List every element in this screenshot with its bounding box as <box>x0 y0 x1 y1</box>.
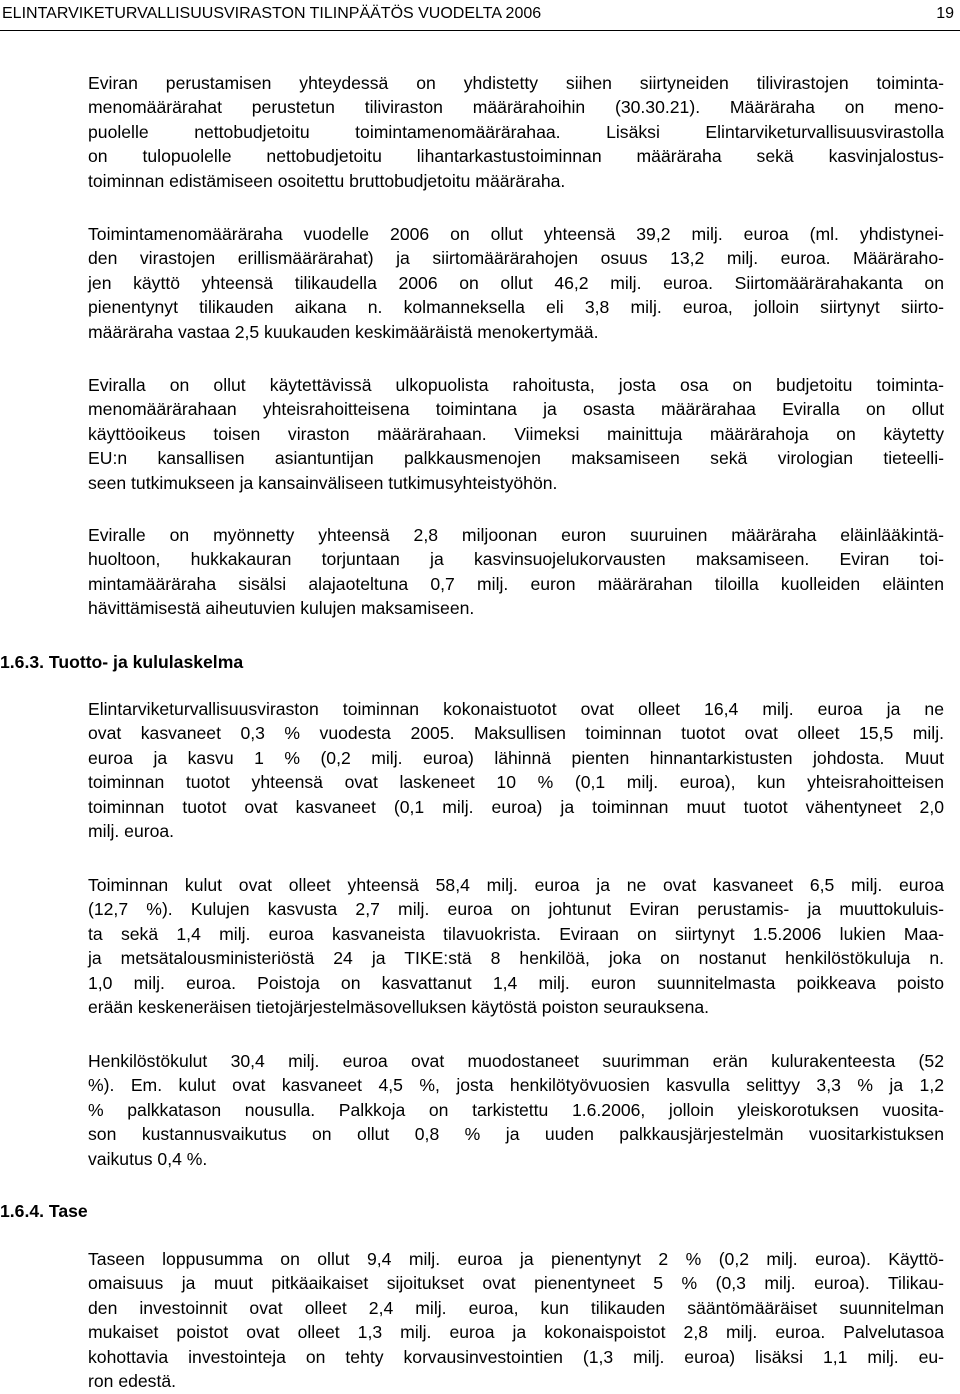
paragraph-operating-costs <box>88 873 944 1019</box>
text-line: vaikutus 0,4 %. <box>88 1148 208 1169</box>
text-line: toiminnan edistämiseen osoitettu bruttobudjetoitu määräraha. <box>88 170 566 191</box>
text-line: Toimintamenomääräraha vuodelle 2006 on ollut yhteensä 39,2 milj. euroa (ml. yhdistynei- <box>88 224 944 244</box>
text-line: toiminnan tuotot yhteensä ovat laskeneet 10 % (0,1 milj. euroa), kun yhteisrahoitteisen <box>88 772 944 793</box>
text-line: (12,7 %). Kulujen kasvusta 2,7 milj. euroa on johtunut Eviran perustamis- ja muuttokuluis- <box>88 899 944 920</box>
text-line: %). Em. kulut ovat kasvaneet 4,5 %, josta henkilötyövuosien kasvulla selittyy 3,3 % ja 1,2 <box>88 1075 944 1096</box>
text-line: euroa ja kasvu 1 % (0,2 milj. euroa) lähinnä pienten hinnantarkistusten johdosta. Muut <box>88 747 944 768</box>
text-line: Toiminnan kulut ovat olleet yhteensä 58,4 milj. euroa ja ne ovat kasvaneet 6,5 milj. euroa <box>88 875 944 895</box>
text-line: jen käyttö yhteensä tilikaudella 2006 on ollut 46,2 milj. euroa. Siirtomäärärahakanta on <box>88 272 944 293</box>
text-line: Eviran perustamisen yhteydessä on yhdistetty siihen siirtyneiden tilivirastojen toiminta- <box>88 73 944 93</box>
paragraph-external-funding <box>88 373 944 495</box>
paragraph-personnel-costs <box>88 1049 944 1171</box>
text-line: erään keskeneräisen tietojärjestelmäsovelluksen käytöstä poiston seurauksena. <box>88 997 710 1018</box>
text-line: % palkkatason nousulla. Palkkoja on tarkistettu 1.6.2006, jolloin yleiskorotuksen vuosita- <box>88 1099 944 1120</box>
text-line: Elintarviketurvallisuusviraston toiminnan kokonaistuotot ovat olleet 16,4 milj. euroa ja ne <box>88 699 944 719</box>
text-line: huoltoon, hukkakauran torjuntaan ja kasvinsuojelukorvausten maksamiseen. Eviran toi- <box>88 549 944 570</box>
document-title: ELINTARVIKETURVALLISUUSVIRASTON TILINPÄÄTÖS VUODELTA 2006 <box>2 5 542 22</box>
page-header <box>0 4 960 31</box>
text-line: EU:n kansallisen asiantuntijan palkkausmenojen maksamiseen sekä virologian tieteelli- <box>88 448 944 469</box>
text-line: pienentynyt tilikauden aikana n. kolmanneksella eli 3,8 milj. euroa, jolloin siirtynyt siirto- <box>88 297 944 318</box>
text-line: Henkilöstökulut 30,4 milj. euroa ovat muodostaneet suurimman erän kulurakenteesta (52 <box>88 1051 944 1071</box>
text-line: seen tutkimukseen ja kansainväliseen tutkimusyhteistyöhön. <box>88 472 558 493</box>
text-line: den virastojen erillismäärärahat) ja siirtomäärärahojen osuus 13,2 milj. euroa. Määrärahо- <box>88 248 944 269</box>
text-line: ja metsätalousministeriöstä 24 ja TIKE:stä 8 henkilöä, joka on nostanut henkilöstökuluja n. <box>88 948 944 969</box>
text-line: 1,0 milj. euroa. Poistoja on kasvattanut 1,4 milj. euron suunnitelmasta poikkeava poisto <box>88 972 944 993</box>
text-line: den investoinnit ovat olleet 2,4 milj. euroa, kun tilikauden sääntömääräiset suunnitelman <box>88 1297 944 1318</box>
text-line: Taseen loppusumma on ollut 9,4 milj. euroa ja pienentynyt 2 % (0,2 milj. euroa). Käyttö- <box>88 1249 944 1269</box>
text-line: ta sekä 1,4 milj. euroa kasvaneista tilavuokrista. Eviraan on siirtynyt 1.5.2006 lukien Maa- <box>88 923 944 944</box>
text-line: milj. euroa. <box>88 821 175 842</box>
page-number: 19 <box>936 5 954 22</box>
section-heading-balance-sheet: 1.6.4. Tase <box>0 1201 88 1221</box>
text-line: omaisuus ja muut pitkäaikaiset sijoitukset ovat pienentyneet 5 % (0,3 milj. euroa). Tilikau- <box>88 1273 944 1294</box>
text-line: menomäärärahat perustetun tiliviraston määrärahoihin (30.30.21). Määräraha on meno- <box>88 97 944 118</box>
text-line: menomäärärahaan yhteisrahoitteisena toimintana ja osasta määrärahaa Eviralla on ollut <box>88 399 944 420</box>
text-line: son kustannusvaikutus on ollut 0,8 % ja uuden palkkausjärjestelmän vuositarkistuksen <box>88 1124 944 1145</box>
text-line: mintamääräraha sisälsi alajaoteltuna 0,7 milj. euron määrärahan tiloilla kuolleiden eläinten <box>88 573 944 594</box>
section-heading-income-statement: 1.6.3. Tuotto- ja kululaskelma <box>0 652 244 672</box>
paragraph-total-revenue <box>88 697 944 843</box>
paragraph-balance-sheet-total <box>88 1247 944 1393</box>
text-line: määräraha vastaa 2,5 kuukauden keskimääräistä menokertymää. <box>88 321 599 342</box>
text-line: on tulopuolelle nettobudjetoitu lihantarkastustoiminnan määräraha sekä kasvinjalostus- <box>88 146 944 167</box>
text-line: hävittämisestä aiheutuvien kulujen maksamiseen. <box>88 598 475 619</box>
text-line: ovat kasvaneet 0,3 % vuodesta 2005. Maksullisen toiminnan tuotot ovat olleet 15,5 milj. <box>88 723 944 744</box>
paragraph-appropriations-merger <box>88 71 944 193</box>
text-line: Eviralla on ollut käytettävissä ulkopuolista rahoitusta, josta osa on budjetoitu toiminta- <box>88 375 944 395</box>
text-line: kohottavia investointeja on tehty korvausinvestointien (1,3 milj. euroa) lisäksi 1,1 milj. eu- <box>88 1346 944 1367</box>
text-line: ron edestä. <box>88 1371 177 1392</box>
paragraph-veterinary-appropriation <box>88 523 944 621</box>
text-line: mukaiset poistot ovat olleet 1,3 milj. euroa ja kokonaispoistot 2,8 milj. euroa. Palvelutasoa <box>88 1322 944 1343</box>
text-line: käyttöoikeus toisen viraston määrärahaan. Viimeksi mainittuja määrärahoja on käytetty <box>88 423 944 444</box>
text-line: toiminnan tuotot ovat kasvaneet (0,1 milj. euroa) ja toiminnan muut tuotot vähentyneet 2,0 <box>88 796 944 817</box>
text-line: puolelle nettobudjetoitu toimintamenomäärärahaa. Lisäksi Elintarviketurvallisuusvirastolla <box>88 121 944 142</box>
paragraph-operating-appropriation <box>88 222 944 344</box>
text-line: Eviralle on myönnetty yhteensä 2,8 miljoonan euron suuruinen määräraha eläinlääkintä- <box>88 525 944 545</box>
